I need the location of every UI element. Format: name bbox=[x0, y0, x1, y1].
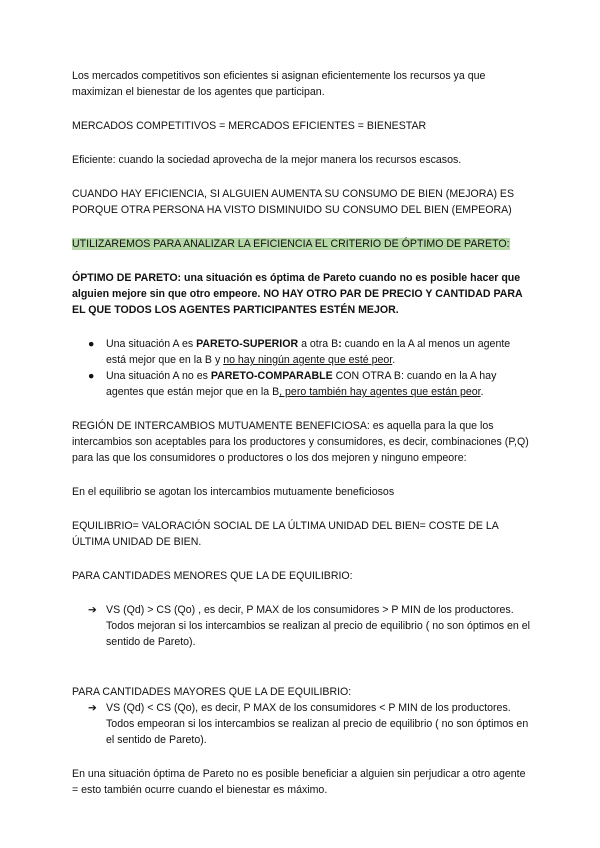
bullet-underlined: , pero también hay agentes que están peor bbox=[279, 386, 481, 398]
bullet-text: Una situación A no es bbox=[106, 370, 211, 382]
exchange-region-paragraph: REGIÓN DE INTERCAMBIOS MUTUAMENTE BENEFICIOSA: es aquella para la que los intercambios son aceptables para los productores y consumidores, es decir, combinaciones (P,Q) para las que los consumidores o productores o los dos mejoren y ninguno empeore: bbox=[72, 420, 529, 464]
efficient-definition: Eficiente: cuando la sociedad aprovecha de la mejor manera los recursos escasos. bbox=[72, 154, 462, 166]
bullet-period: . bbox=[480, 386, 484, 398]
pareto-conclusion: En una situación óptima de Pareto no es posible beneficiar a alguien sin perjudicar a otro agente = esto también ocurre cuando el bienestar es máximo. bbox=[72, 768, 526, 796]
bullet-period: . bbox=[392, 354, 396, 366]
pareto-bullet-list bbox=[72, 336, 532, 400]
bullet-text: a otra B bbox=[298, 338, 339, 350]
bullet-pareto-superior bbox=[88, 336, 532, 368]
arrow-item-higher bbox=[88, 700, 532, 748]
bullet-term: PARETO-SUPERIOR bbox=[196, 338, 299, 350]
arrow-item-line: VS (Qd) < CS (Qo), es decir, P MAX de los consumidores < P MIN de los productores. bbox=[106, 702, 511, 714]
bullet-text: CON OTRA B: cuando en la A hay agentes que están mejor que en la B bbox=[106, 370, 497, 398]
arrow-icon: ➔ bbox=[88, 604, 97, 616]
lower-quantities-heading: PARA CANTIDADES MENORES QUE LA DE EQUILIBRIO: bbox=[72, 570, 353, 582]
higher-quantities-list bbox=[72, 700, 532, 748]
efficiency-statement: CUANDO HAY EFICIENCIA, SI ALGUIEN AUMENTA SU CONSUMO DE BIEN (MEJORA) ES PORQUE OTRA PERSONA HA VISTO DISMINUIDO SU CONSUMO DEL BIEN (EMPEORA) bbox=[72, 188, 515, 216]
bullet-colon: : bbox=[338, 338, 342, 350]
equilibrium-exchanges: En el equilibrio se agotan los intercambios mutuamente beneficiosos bbox=[72, 486, 395, 498]
arrow-item-line: Todos mejoran si los intercambios se realizan al precio de equilibrio ( no son óptimos en el sentido de Pareto). bbox=[106, 620, 530, 648]
arrow-item-line: Todos empeoran si los intercambios se realizan al precio de equilibrio ( no son óptimos en el sentido de Pareto). bbox=[106, 718, 529, 746]
highlighted-heading-text: UTILIZAREMOS PARA ANALIZAR LA EFICIENCIA EL CRITERIO DE ÓPTIMO DE PARETO: bbox=[72, 238, 510, 250]
arrow-item-line: VS (Qd) > CS (Qo) , es decir, P MAX de los consumidores > P MIN de los productores. bbox=[106, 604, 514, 616]
bullet-term: PARETO-COMPARABLE bbox=[210, 370, 333, 382]
lower-quantities-list bbox=[72, 602, 532, 650]
bullet-marker: ● bbox=[88, 338, 95, 350]
highlighted-heading bbox=[72, 236, 532, 252]
intro-paragraph: Los mercados competitivos son eficientes si asignan eficientemente los recursos ya que maximizan el bienestar de los agentes que participan. bbox=[72, 70, 486, 98]
bullet-marker: ● bbox=[88, 370, 95, 382]
bullet-text: Una situación A es bbox=[106, 338, 197, 350]
bullet-pareto-comparable bbox=[88, 368, 532, 400]
equilibrium-definition: EQUILIBRIO= VALORACIÓN SOCIAL DE LA ÚLTIMA UNIDAD DEL BIEN= COSTE DE LA ÚLTIMA UNIDAD DE BIEN. bbox=[72, 520, 499, 548]
arrow-icon: ➔ bbox=[88, 702, 97, 714]
bullet-text: cuando en la A al menos un agente está mejor que en la B y bbox=[106, 338, 511, 366]
pareto-optimum-definition: ÓPTIMO DE PARETO: una situación es óptima de Pareto cuando no es posible hacer que alguien mejore sin que otro empeore. NO HAY OTRO PAR DE PRECIO Y CANTIDAD PARA EL QUE TODOS LOS AGENTES PARTICIPANTES ESTÉN MEJOR. bbox=[72, 272, 523, 316]
higher-quantities-heading: PARA CANTIDADES MAYORES QUE LA DE EQUILIBRIO: bbox=[72, 686, 352, 698]
arrow-item-lower bbox=[88, 602, 532, 650]
document-page bbox=[72, 68, 532, 798]
bullet-underlined: no hay ningún agente que esté peor bbox=[223, 354, 393, 366]
equation-competitive-markets: MERCADOS COMPETITIVOS = MERCADOS EFICIENTES = BIENESTAR bbox=[72, 120, 427, 132]
